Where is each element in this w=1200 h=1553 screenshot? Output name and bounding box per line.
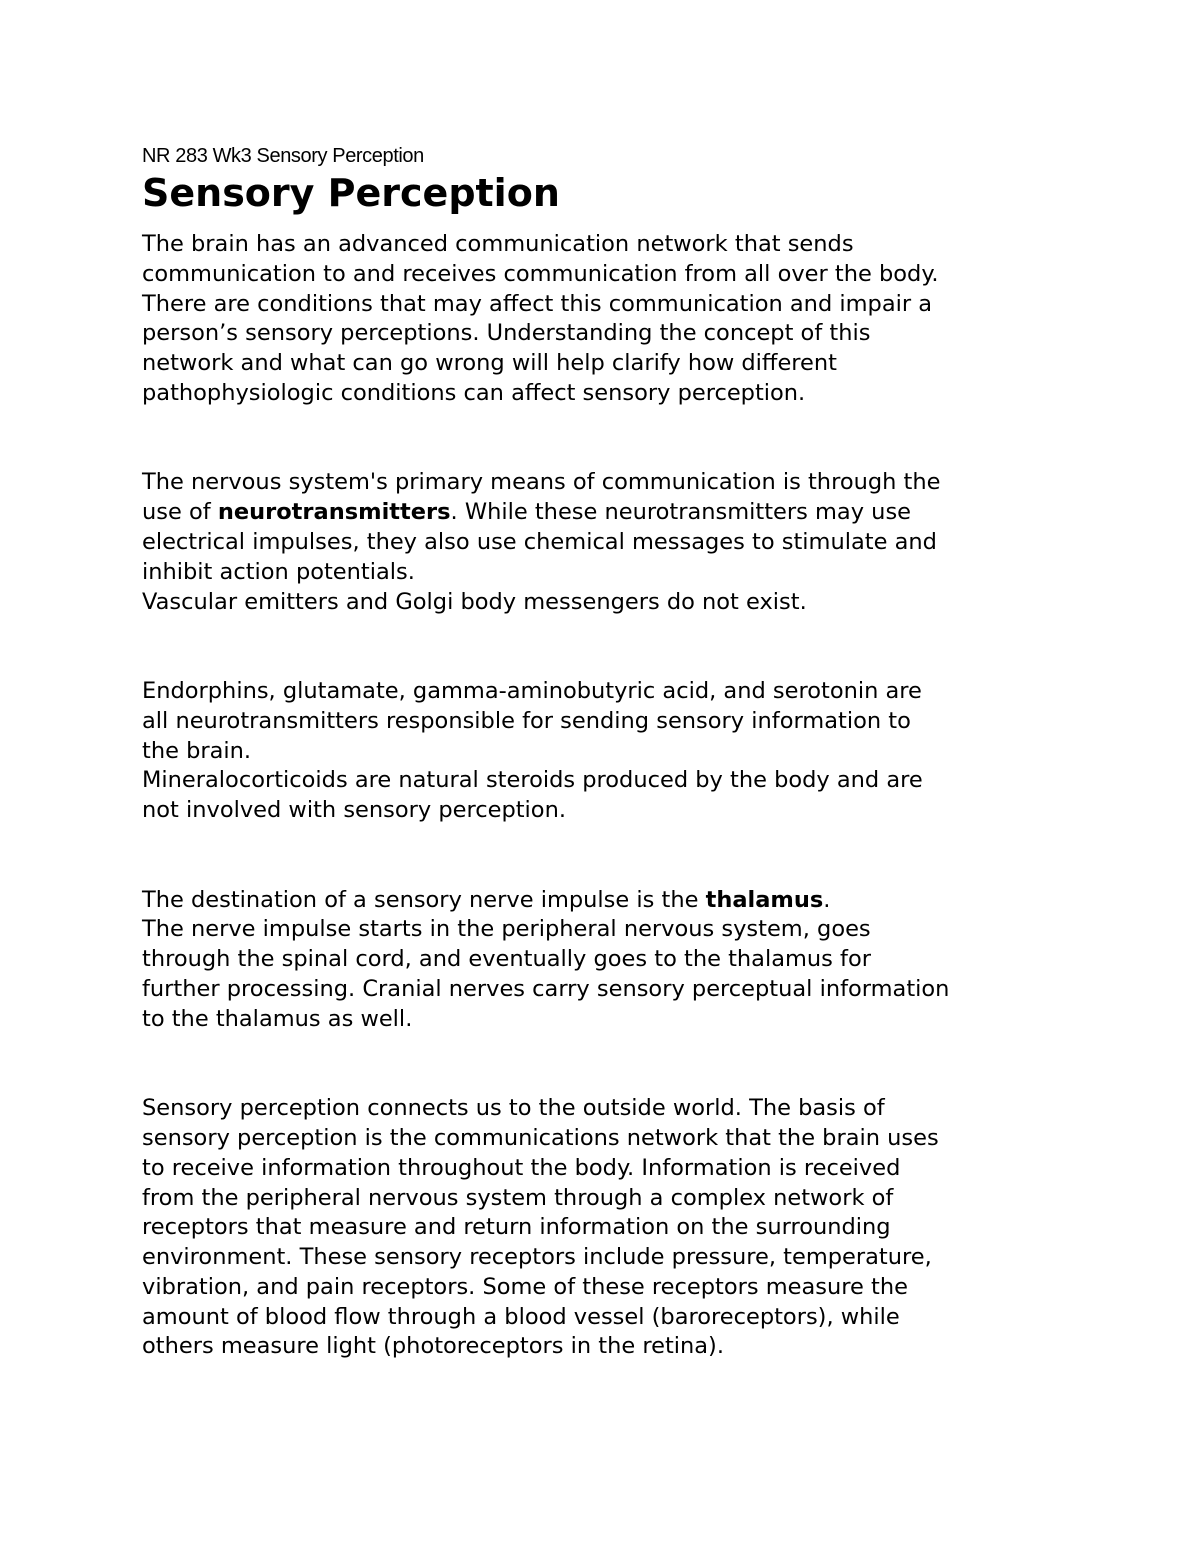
paragraph-line: the brain. xyxy=(142,737,252,764)
line-text: use of xyxy=(142,499,218,526)
paragraph-line: environment. These sensory receptors include pressure, temperature, xyxy=(142,1244,932,1271)
paragraph-line: further processing. Cranial nerves carry sensory perceptual information xyxy=(142,975,950,1002)
paragraph-line: vibration, and pain receptors. Some of these receptors measure the xyxy=(142,1273,908,1300)
line-text: The destination of a sensory nerve impulse is the xyxy=(142,886,706,913)
paragraph-neurotransmitters xyxy=(142,468,1082,617)
paragraph-spacer xyxy=(142,1035,1082,1095)
paragraph-line: others measure light (photoreceptors in the retina). xyxy=(142,1333,724,1360)
paragraph-line: Vascular emitters and Golgi body messengers do not exist. xyxy=(142,588,807,615)
line-text: . While these neurotransmitters may use xyxy=(450,499,912,526)
paragraph-line: communication to and receives communication from all over the body. xyxy=(142,260,939,287)
paragraph-spacer xyxy=(142,409,1082,469)
paragraph-line: The brain has an advanced communication network that sends xyxy=(142,231,854,257)
paragraph-line: Mineralocorticoids are natural steroids produced by the body and are xyxy=(142,767,923,794)
paragraph-line-with-bold xyxy=(142,498,1082,528)
paragraph-line: There are conditions that may affect this communication and impair a xyxy=(142,290,933,317)
paragraph-line: to the thalamus as well. xyxy=(142,1005,413,1032)
paragraph-line: The nervous system's primary means of communication is through the xyxy=(142,469,941,496)
document-header: NR 283 Wk3 Sensory Perception xyxy=(142,145,424,167)
paragraph-endorphins xyxy=(142,677,1082,826)
paragraph-line: amount of blood flow through a blood vessel (baroreceptors), while xyxy=(142,1303,900,1330)
paragraph-line: Endorphins, glutamate, gamma-aminobutyric acid, and serotonin are xyxy=(142,677,922,704)
paragraph-line: inhibit action potentials. xyxy=(142,558,415,585)
line-text: . xyxy=(823,886,831,913)
paragraph-line: pathophysiologic conditions can affect sensory perception. xyxy=(142,379,806,406)
bold-term-neurotransmitters: neurotransmitters xyxy=(217,499,451,526)
paragraph-line: all neurotransmitters responsible for sending sensory information to xyxy=(142,707,911,734)
paragraph-line: network and what can go wrong will help clarify how different xyxy=(142,350,837,377)
paragraph-sensory-perception xyxy=(142,1094,1082,1362)
paragraph-line: sensory perception is the communications network that the brain uses xyxy=(142,1124,939,1151)
paragraph-thalamus xyxy=(142,886,1082,1035)
paragraph-line: to receive information throughout the body. Information is received xyxy=(142,1154,901,1181)
paragraph-spacer xyxy=(142,826,1082,886)
paragraph-line: electrical impulses, they also use chemical messages to stimulate and xyxy=(142,528,937,555)
paragraph-line: The nerve impulse starts in the peripheral nervous system, goes xyxy=(142,916,871,943)
bold-term-thalamus: thalamus xyxy=(705,886,824,913)
document-title: Sensory Perception xyxy=(142,171,560,215)
paragraph-line: receptors that measure and return information on the surrounding xyxy=(142,1214,891,1241)
paragraph-line: through the spinal cord, and eventually goes to the thalamus for xyxy=(142,946,871,973)
paragraph-line: from the peripheral nervous system through a complex network of xyxy=(142,1184,894,1211)
paragraph-line-with-bold xyxy=(142,886,1082,916)
document-body xyxy=(142,142,1082,1362)
paragraph-line: Sensory perception connects us to the outside world. The basis of xyxy=(142,1095,885,1122)
paragraph-brain-network xyxy=(142,230,1082,409)
paragraph-line: not involved with sensory perception. xyxy=(142,797,566,824)
paragraph-spacer xyxy=(142,617,1082,677)
paragraph-line: person’s sensory perceptions. Understanding the concept of this xyxy=(142,320,871,347)
